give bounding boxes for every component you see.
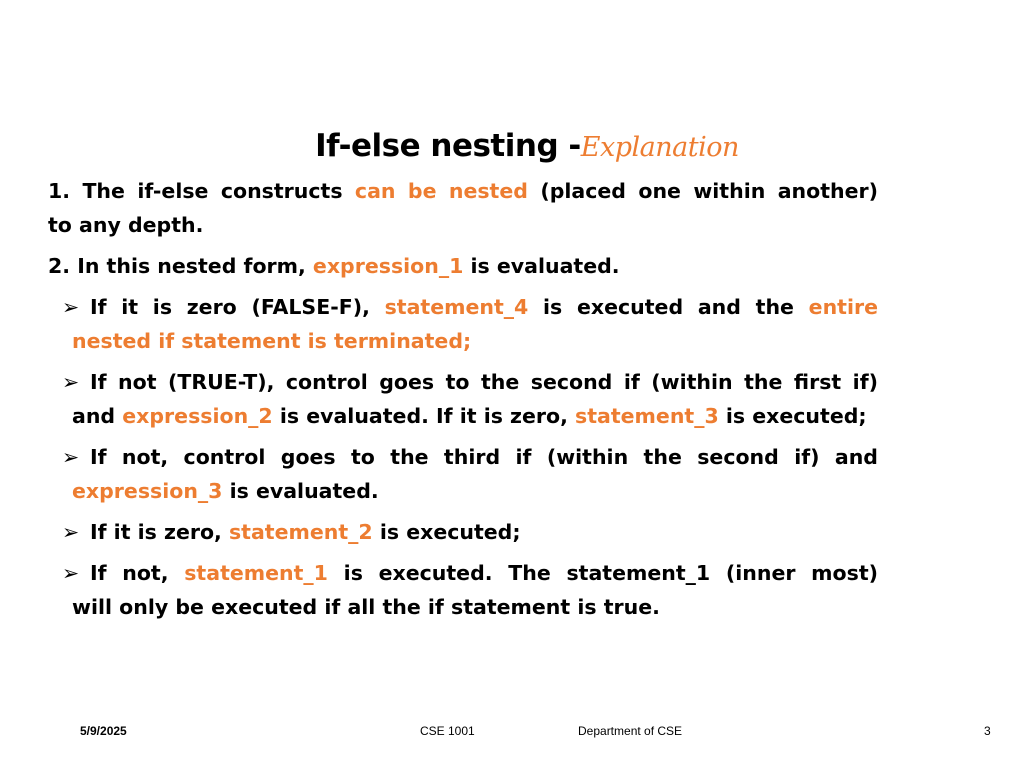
paragraph-1-line-1	[48, 174, 878, 208]
bullet-1-text-1: If it is zero (FALSE-F),	[90, 295, 385, 319]
footer-department: Department of CSE	[578, 724, 683, 738]
bullet-5-line-1	[72, 556, 878, 590]
bullet-5-highlight-1: statement_1	[184, 561, 328, 585]
paragraph-1-prefix: 1. The if-else constructs	[48, 179, 355, 203]
footer-course: CSE 1001	[420, 724, 475, 738]
bullet-2-highlight-1: expression_2	[122, 404, 273, 428]
bullet-2-text-1: and	[72, 404, 123, 428]
bullet-3-line-1: If not, control goes to the third if (within the second if) and	[90, 445, 878, 469]
bullet-2-text-2: is evaluated. If it is zero,	[272, 404, 576, 428]
bullet-1	[62, 290, 879, 358]
paragraph-2-prefix: 2. In this nested form,	[48, 254, 313, 278]
bullet-5-text-2: is executed. The statement_1 (inner most)	[327, 561, 878, 585]
bullet-3	[62, 440, 878, 508]
bullet-1-highlight-1: statement_4	[384, 295, 529, 319]
paragraph-2-suffix: is evaluated.	[463, 254, 620, 278]
arrow-bullet-icon: ➢	[62, 295, 80, 319]
bullet-4	[62, 515, 878, 549]
bullet-4-highlight-1: statement_2	[228, 520, 373, 544]
slide-body	[48, 174, 878, 631]
bullet-3-text-1: is evaluated.	[222, 479, 379, 503]
slide-number: 3	[984, 724, 991, 738]
bullet-5-line-2: will only be executed if all the if statement is true.	[72, 595, 660, 619]
slide-title	[0, 128, 1024, 164]
bullet-5-text-1: If not,	[90, 561, 185, 585]
bullet-2-highlight-2: statement_3	[575, 404, 719, 428]
title-main: If-else nesting -	[315, 128, 581, 164]
bullet-2	[62, 365, 878, 433]
paragraph-2	[48, 249, 878, 283]
bullet-1-line-1	[72, 290, 878, 324]
paragraph-1-line-2: to any depth.	[48, 213, 204, 237]
paragraph-1-highlight: can be nested	[354, 179, 528, 203]
bullet-3-line-2	[72, 474, 878, 508]
bullet-1-highlight-2: entire	[808, 295, 879, 319]
bullet-5	[62, 556, 878, 624]
arrow-bullet-icon: ➢	[62, 370, 80, 394]
bullet-4-text-2: is executed;	[372, 520, 521, 544]
bullet-2-line-1: If not (TRUE-T), control goes to the second if (within the first if)	[90, 370, 878, 394]
bullet-2-text-3: is executed;	[718, 404, 867, 428]
paragraph-2-highlight: expression_1	[312, 254, 464, 278]
bullet-1-line-2: nested if statement is terminated;	[72, 329, 472, 353]
arrow-bullet-icon: ➢	[62, 520, 80, 544]
paragraph-1-suffix: (placed one within another)	[527, 179, 879, 203]
arrow-bullet-icon: ➢	[62, 561, 80, 585]
bullet-2-line-2	[72, 399, 878, 433]
title-script: Explanation	[580, 132, 739, 163]
footer-date: 5/9/2025	[80, 724, 127, 738]
bullet-1-text-2: is executed and the	[528, 295, 809, 319]
bullet-3-highlight-1: expression_3	[72, 479, 223, 503]
bullet-4-text-1: If it is zero,	[90, 520, 229, 544]
paragraph-1	[48, 174, 878, 242]
arrow-bullet-icon: ➢	[62, 445, 80, 469]
bullet-4-line-1	[72, 515, 878, 549]
